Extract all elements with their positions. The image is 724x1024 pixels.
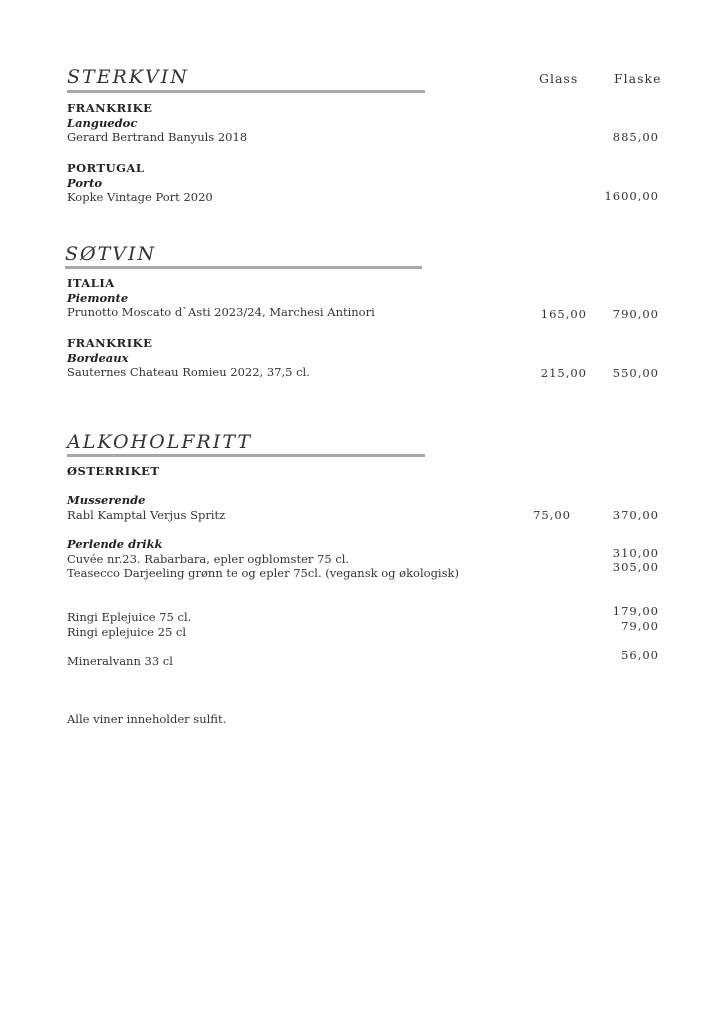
juice-item-1: Ringi Eplejuice 75 cl. xyxy=(67,610,192,624)
sterkvin-item-2: Kopke Vintage Port 2020 xyxy=(67,190,213,204)
sterkvin-heading: STERKVIN xyxy=(67,66,189,88)
sotvin-item-1: Prunotto Moscato d`Asti 2023/24, Marchesi Antinori xyxy=(67,305,375,319)
sterkvin-item-1-bottle-price: 885,00 xyxy=(612,130,659,144)
sotvin-country-2: FRANKRIKE xyxy=(67,336,153,350)
sterkvin-country-2: PORTUGAL xyxy=(67,161,145,175)
glass-column-header: Glass xyxy=(539,71,579,86)
sotvin-item-2-glass-price: 215,00 xyxy=(540,366,587,380)
sterkvin-region-2: Porto xyxy=(67,176,103,190)
perlende-item-1: Cuvée nr.23. Rabarbara, epler ogblomster 75 cl. xyxy=(67,552,350,566)
perlende-item-1-bottle-price: 310,00 xyxy=(612,546,659,560)
sterkvin-country-1: FRANKRIKE xyxy=(67,101,153,115)
sotvin-country-1: ITALIA xyxy=(67,276,115,290)
sterkvin-divider xyxy=(67,90,425,93)
musserende-item: Rabl Kamptal Verjus Spritz xyxy=(67,508,226,522)
alkoholfritt-country: ØSTERRIKET xyxy=(67,464,160,478)
bottle-column-header: Flaske xyxy=(614,71,662,86)
sotvin-item-2: Sauternes Chateau Romieu 2022, 37,5 cl. xyxy=(67,365,310,379)
sotvin-divider xyxy=(65,266,422,269)
water-bottle-price: 56,00 xyxy=(621,648,659,662)
sterkvin-item-2-bottle-price: 1600,00 xyxy=(604,189,659,203)
sulfite-note: Alle viner inneholder sulfit. xyxy=(67,712,227,726)
sotvin-region-1: Piemonte xyxy=(67,291,129,305)
sotvin-item-2-bottle-price: 550,00 xyxy=(612,366,659,380)
perlende-item-2: Teasecco Darjeeling grønn te og epler 75cl. (vegansk og økologisk) xyxy=(67,566,459,580)
juice-item-2-bottle-price: 79,00 xyxy=(621,619,659,633)
juice-item-1-bottle-price: 179,00 xyxy=(612,604,659,618)
sotvin-item-1-glass-price: 165,00 xyxy=(540,307,587,321)
sotvin-region-2: Bordeaux xyxy=(67,351,129,365)
perlende-item-2-bottle-price: 305,00 xyxy=(612,560,659,574)
juice-item-2: Ringi eplejuice 25 cl xyxy=(67,625,187,639)
musserende-label: Musserende xyxy=(67,493,146,507)
musserende-bottle-price: 370,00 xyxy=(612,508,659,522)
water-item: Mineralvann 33 cl xyxy=(67,654,173,668)
perlende-label: Perlende drikk xyxy=(67,537,163,551)
sterkvin-region-1: Languedoc xyxy=(67,116,138,130)
sotvin-heading: SØTVIN xyxy=(65,243,157,265)
sterkvin-item-1: Gerard Bertrand Banyuls 2018 xyxy=(67,130,248,144)
sotvin-item-1-bottle-price: 790,00 xyxy=(612,307,659,321)
alkoholfritt-heading: ALKOHOLFRITT xyxy=(67,431,253,453)
musserende-glass-price: 75,00 xyxy=(533,508,571,522)
alkoholfritt-divider xyxy=(67,454,425,457)
